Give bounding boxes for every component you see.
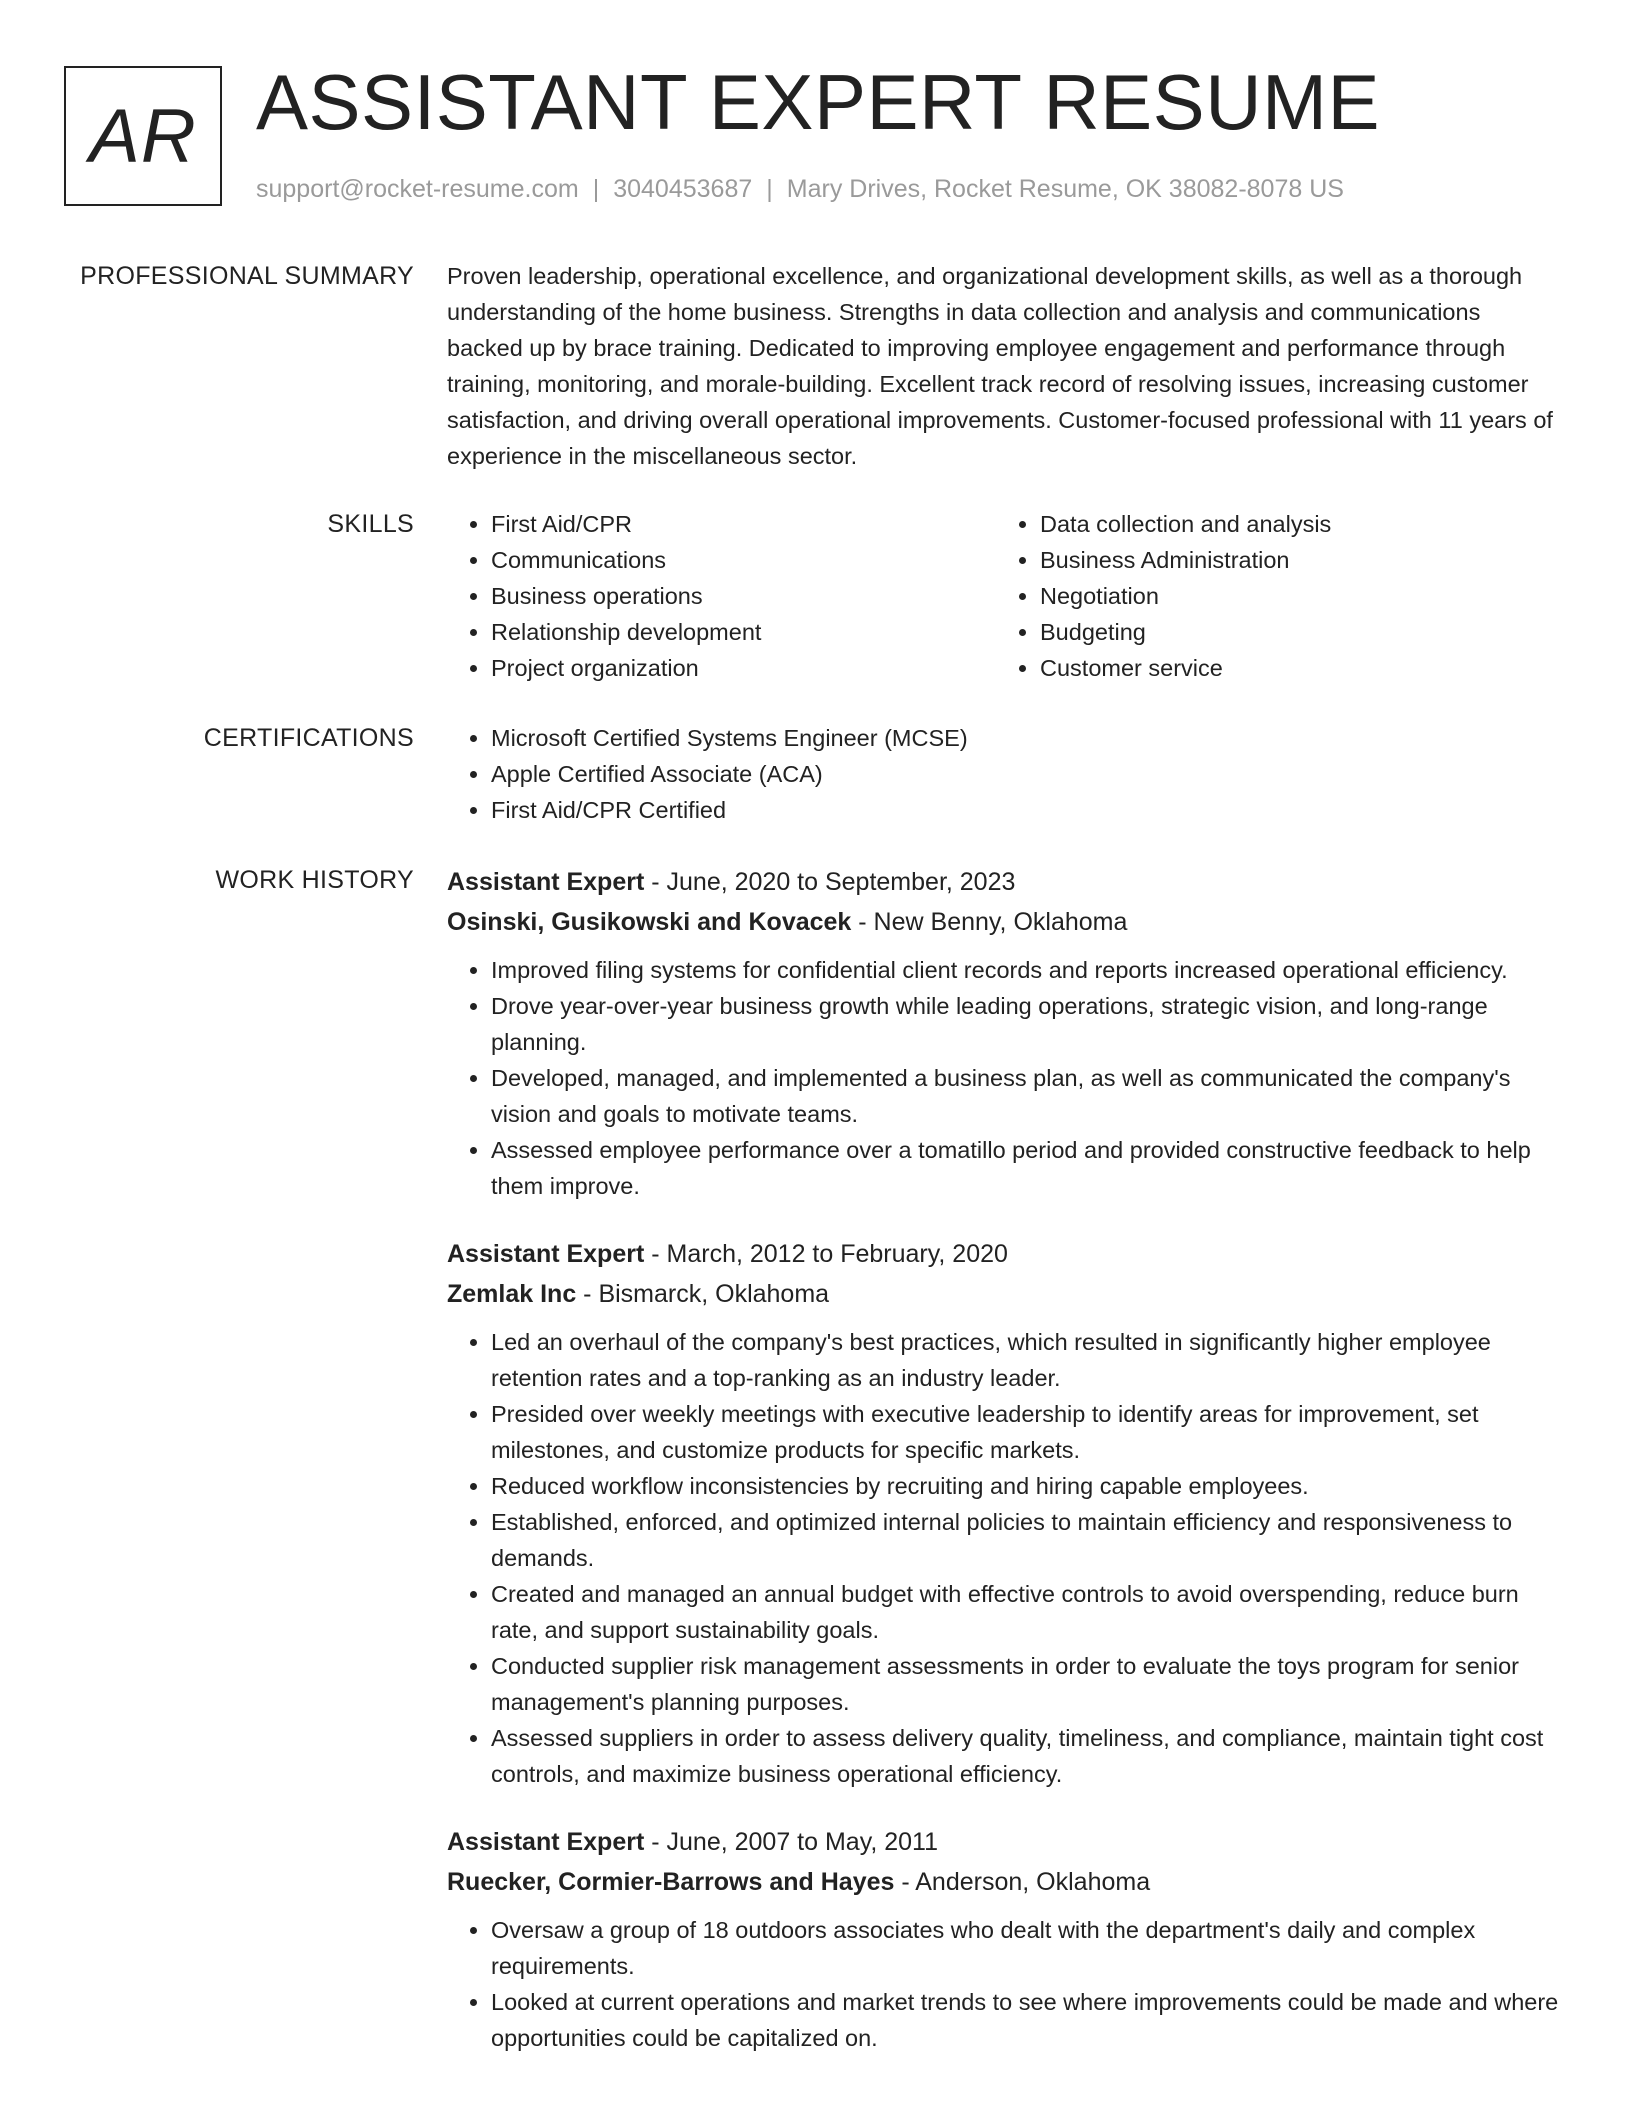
skills-list-left — [447, 506, 996, 686]
job-company-line — [447, 1862, 1562, 1902]
summary-body — [447, 258, 1562, 474]
job-title: Assistant Expert — [447, 868, 645, 896]
job-title-line — [447, 862, 1562, 902]
job-title-line — [447, 1822, 1562, 1862]
skills-list-right — [996, 506, 1545, 686]
job-bullet: • Developed, managed, and implemented a business plan, as well as communicated the company's vision and goals to motivate teams. — [491, 1060, 1562, 1132]
job-dates: - March, 2012 to February, 2020 — [644, 1240, 1008, 1268]
job-company-line — [447, 1274, 1562, 1314]
certification-item: • Apple Certified Associate (ACA) — [491, 756, 1562, 792]
job-company: Zemlak Inc — [447, 1280, 577, 1308]
job-bullet: • Assessed suppliers in order to assess delivery quality, timeliness, and compliance, maintain tight cost controls, and maximize business operational efficiency. — [491, 1720, 1562, 1792]
job-company-line — [447, 902, 1562, 942]
work-history-label: WORK HISTORY — [215, 866, 414, 894]
job-bullet: • Created and managed an annual budget with effective controls to avoid overspending, reduce burn rate, and support sustainability goals. — [491, 1576, 1562, 1648]
job-bullet: • Oversaw a group of 18 outdoors associates who dealt with the department's daily and complex requirements. — [491, 1912, 1562, 1984]
certifications-list — [447, 720, 1562, 828]
job-dates: - June, 2020 to September, 2023 — [644, 868, 1016, 896]
job-bullet: • Led an overhaul of the company's best practices, which resulted in significantly higher employee retention rates and a top-ranking as an industry leader. — [491, 1324, 1562, 1396]
certifications-label: CERTIFICATIONS — [203, 724, 414, 752]
skill-item: • Customer service — [1040, 650, 1545, 686]
job-bullet: • Presided over weekly meetings with executive leadership to identify areas for improvement, set milestones, and customize products for specific markets. — [491, 1396, 1562, 1468]
job-bullet: • Conducted supplier risk management assessments in order to evaluate the toys program for senior management's planning purposes. — [491, 1648, 1562, 1720]
skill-item: • Data collection and analysis — [1040, 506, 1545, 542]
job-bullet: • Established, enforced, and optimized internal policies to maintain efficiency and responsiveness to demands. — [491, 1504, 1562, 1576]
skill-item: • Communications — [491, 542, 996, 578]
job-title: Assistant Expert — [447, 1240, 645, 1268]
job-location: - Anderson, Oklahoma — [894, 1868, 1151, 1896]
job-bullet: • Drove year-over-year business growth while leading operations, strategic vision, and long-range planning. — [491, 988, 1562, 1060]
job-dates: - June, 2007 to May, 2011 — [644, 1828, 938, 1856]
contact-phone: 3040453687 — [613, 175, 753, 203]
contact-line — [256, 172, 1344, 206]
job-company: Osinski, Gusikowski and Kovacek — [447, 908, 852, 936]
skill-item: • Negotiation — [1040, 578, 1545, 614]
job-location: - Bismarck, Oklahoma — [576, 1280, 830, 1308]
job-company: Ruecker, Cormier-Barrows and Hayes — [447, 1868, 895, 1896]
contact-address: Mary Drives, Rocket Resume, OK 38082-8078 US — [786, 175, 1344, 203]
job-bullets — [447, 1912, 1562, 2056]
summary-text: Proven leadership, operational excellence, and organizational development skills, as well as a thorough understanding of the home business. Strengths in data collection and analysis and communications backed up by brace training. Dedicated to improving employee engagement and performance through training, monitoring, and morale-building. Excellent track record of resolving issues, increasing customer satisfaction, and driving overall operational improvements. Customer-focused professional with 11 years of experience in the miscellaneous sector. — [447, 263, 1553, 469]
job-entry — [447, 1822, 1562, 2056]
job-bullet: • Reduced workflow inconsistencies by recruiting and hiring capable employees. — [491, 1468, 1562, 1504]
work-history-body — [447, 862, 1562, 2086]
contact-separator: | — [592, 175, 600, 203]
job-title: Assistant Expert — [447, 1828, 645, 1856]
contact-separator: | — [766, 175, 773, 203]
job-bullet: • Improved filing systems for confidential client records and reports increased operational efficiency. — [491, 952, 1562, 988]
skills-label: SKILLS — [327, 510, 414, 538]
skill-item: • First Aid/CPR — [491, 506, 996, 542]
skill-item: • Project organization — [491, 650, 996, 686]
skill-item: • Budgeting — [1040, 614, 1545, 650]
certification-item: • Microsoft Certified Systems Engineer (MCSE) — [491, 720, 1562, 756]
contact-email: support@rocket-resume.com — [256, 175, 579, 203]
skills-body — [447, 506, 1562, 686]
resume-title: ASSISTANT EXPERT RESUME — [256, 58, 1381, 146]
job-location: - New Benny, Oklahoma — [851, 908, 1128, 936]
job-bullets — [447, 1324, 1562, 1792]
job-bullet: • Assessed employee performance over a tomatillo period and provided constructive feedback to help them improve. — [491, 1132, 1562, 1204]
skill-item: • Business operations — [491, 578, 996, 614]
job-bullets — [447, 952, 1562, 1204]
skill-item: • Business Administration — [1040, 542, 1545, 578]
monogram-logo: AR — [64, 66, 222, 206]
skill-item: • Relationship development — [491, 614, 996, 650]
job-entry — [447, 862, 1562, 1204]
certification-item: • First Aid/CPR Certified — [491, 792, 1562, 828]
summary-label: PROFESSIONAL SUMMARY — [80, 262, 414, 290]
certifications-body — [447, 720, 1562, 828]
job-entry — [447, 1234, 1562, 1792]
job-title-line — [447, 1234, 1562, 1274]
job-bullet: • Looked at current operations and market trends to see where improvements could be made and where opportunities could be capitalized on. — [491, 1984, 1562, 2056]
